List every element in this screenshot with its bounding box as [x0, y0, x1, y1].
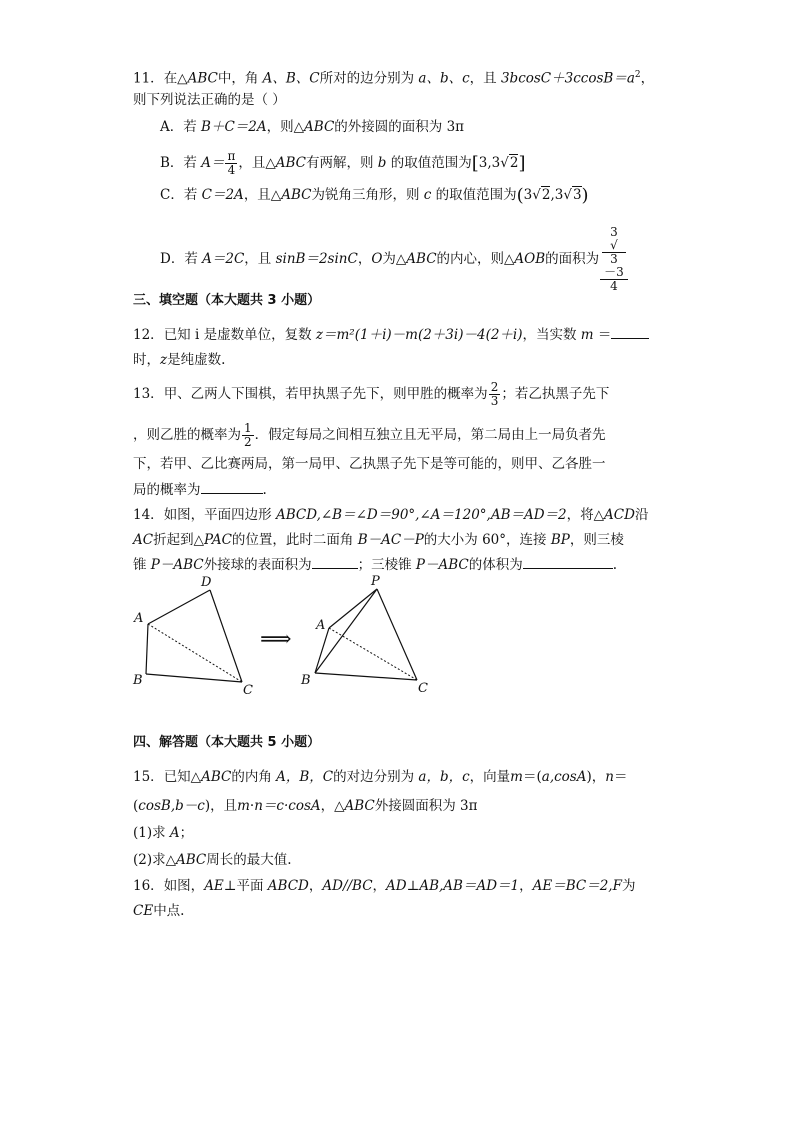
- fraction-num-tail: －3: [604, 265, 624, 279]
- q13-number: 13．: [133, 386, 164, 402]
- q14-line2: [133, 531, 624, 549]
- fraction-denominator: 4: [227, 163, 236, 177]
- q15-line1: [133, 768, 627, 786]
- q11-stem-line1: [133, 66, 654, 88]
- label-c: C: [418, 681, 428, 696]
- range-bracket: [: [471, 153, 479, 174]
- answer-blank[interactable]: [312, 556, 358, 569]
- q14-text: 如图，平面四边形: [163, 507, 272, 523]
- q14-var: BP: [546, 532, 570, 548]
- fraction-numerator: 2: [490, 380, 499, 394]
- answer-blank[interactable]: [201, 481, 263, 494]
- option-label: C．若: [160, 187, 198, 203]
- edge-pc: [377, 589, 417, 680]
- option-label: D．若: [160, 251, 198, 267]
- q16-number: 16．: [133, 878, 164, 894]
- sqrt-radicand: 3: [572, 187, 582, 203]
- q11-text: 在△: [163, 70, 188, 87]
- fraction-numerator: 3 √ 3 －3: [600, 226, 628, 280]
- q11-text: 所对的边分别为: [319, 70, 415, 87]
- q16-line1: [133, 877, 635, 895]
- q12-text: 已知 i 是虚数单位，复数: [163, 327, 312, 343]
- edge-cb: [146, 674, 242, 682]
- q15-triangle: ABC: [201, 769, 232, 785]
- sqrt-radicand: 3: [602, 252, 626, 266]
- q15-angles: A，B，C: [271, 769, 334, 785]
- range-bracket: ]: [518, 153, 526, 174]
- fraction-area: [600, 226, 628, 293]
- range-value: ,3: [550, 187, 564, 203]
- q15-text: ，△: [320, 798, 345, 814]
- q15-text: )，: [586, 769, 606, 785]
- option-text: ，: [357, 251, 372, 267]
- diagonal-ac: [148, 624, 242, 682]
- q15-triangle: ABC: [344, 798, 375, 814]
- q14-formula: B－AC－P: [353, 532, 424, 548]
- q14-formula: P－ABC: [146, 557, 204, 573]
- sqrt-sign: √: [532, 187, 541, 203]
- sqrt-radicand: 2: [509, 155, 519, 171]
- q14-triangle: PAC: [203, 532, 232, 548]
- option-text: 的内心，则△: [436, 251, 515, 267]
- q16-text: 如图，: [163, 878, 205, 894]
- option-var: b: [373, 155, 391, 171]
- label-b: B: [133, 673, 143, 688]
- range-bracket: (: [516, 185, 524, 206]
- option-var: O: [371, 251, 383, 267]
- option-triangle: AOB: [514, 251, 546, 267]
- q16-formula: AD//BC: [322, 878, 373, 894]
- option-text: 的外接圆的面积为 3π: [334, 119, 465, 135]
- q16-text: ⊥平面: [223, 878, 264, 894]
- q11-option-b: [160, 150, 525, 177]
- q13-line3: 下，若甲、乙比赛两局，第一局甲、乙执黑子先下是等可能的，则甲、乙各胜一: [133, 456, 606, 472]
- q15-text: ，向量: [469, 769, 511, 785]
- edge-ba: [315, 628, 329, 673]
- q12-line2: [133, 351, 225, 369]
- range-value: 3,3: [478, 155, 501, 171]
- fraction-1-2: [242, 422, 254, 449]
- figure-right-tetrahedron: [300, 574, 428, 696]
- q12-var: m: [576, 327, 598, 343]
- option-text: ，且△: [238, 155, 276, 171]
- fraction-num-coef: 3: [610, 225, 618, 239]
- label-d: D: [201, 575, 212, 590]
- edge-ba: [146, 624, 148, 674]
- q14-formula: P－ABC: [411, 557, 469, 573]
- q12-text: ＝: [597, 327, 612, 343]
- q16-formula: AD⊥AB,AB＝AD＝1: [386, 878, 520, 894]
- q15-triangle: ABC: [176, 852, 207, 868]
- q12-formula: z＝m²(1＋i)－m(2＋3i)－4(2＋i): [311, 327, 523, 343]
- q16-text: ，: [308, 878, 323, 894]
- q12-text: 时，: [133, 352, 160, 368]
- option-condition: B＋C＝2A: [196, 119, 267, 135]
- section-4-title: 四、解答题（本大题共 5 小题）: [133, 735, 321, 750]
- q14-text: ；三棱锥: [357, 557, 412, 573]
- arrow-icon: ⟹: [260, 627, 292, 652]
- option-triangle: ABC: [406, 251, 437, 267]
- q16-formula: ABCD: [263, 878, 309, 894]
- q11-angles: A、B、C: [258, 70, 320, 87]
- vector-n: n: [605, 769, 614, 785]
- q16-formula: AE: [204, 878, 224, 894]
- option-text: 的面积为: [545, 251, 600, 267]
- label-a: A: [316, 618, 326, 633]
- edge-ad: [148, 590, 210, 624]
- q16-text: 为: [621, 878, 636, 894]
- option-text: ，且: [244, 251, 272, 267]
- q11-text: ，: [640, 70, 655, 87]
- label-c: C: [243, 683, 253, 698]
- section-3-title: 三、填空题（本大题共 3 小题）: [133, 293, 321, 308]
- q14-text: 的体积为: [468, 557, 523, 573]
- fraction-pi-over-4: [225, 150, 237, 177]
- q12-line1: [133, 326, 649, 344]
- sqrt-sign: √: [563, 187, 572, 203]
- q15-sides: a，b，c: [414, 769, 470, 785]
- q13-line2: [133, 422, 606, 449]
- option-condition: sinB＝2sinC: [271, 251, 358, 267]
- q13-line1: [133, 381, 609, 408]
- q15-vector-m-components: a,cosA: [541, 769, 587, 785]
- q15-number: 15．: [133, 769, 164, 785]
- q12-var: z: [160, 352, 168, 368]
- q15-text: 外接圆面积为 3π: [374, 798, 478, 814]
- q15-text: 的内角: [231, 769, 272, 785]
- option-text: ，且△: [243, 187, 282, 203]
- option-text: 有两解，则: [306, 155, 374, 171]
- q15-text: 的对边分别为: [333, 769, 415, 785]
- q15-formula: ＝c·cosA: [262, 798, 321, 814]
- q15-text: (: [133, 798, 139, 814]
- q14-text: 沿: [634, 507, 649, 523]
- answer-blank[interactable]: [611, 326, 649, 339]
- q13-text: ．假定每局之间相互独立且无平局，第二局由上一局负者先: [254, 427, 606, 443]
- q11-option-a: [160, 118, 464, 136]
- q11-formula-exponent: 2: [634, 70, 641, 80]
- q15-part1: [133, 824, 193, 842]
- q15-text: (1)求: [133, 825, 166, 841]
- q14-text: ，则三棱: [569, 532, 624, 548]
- q11-text: ，且: [469, 70, 497, 87]
- q14-text: 的位置，此时二面角: [231, 532, 354, 548]
- label-a: A: [134, 611, 144, 626]
- q11-text: 中，角: [217, 70, 259, 87]
- q13-text: .: [262, 482, 267, 498]
- q16-text: ，: [519, 878, 533, 894]
- q12-number: 12．: [133, 327, 164, 343]
- answer-blank[interactable]: [523, 556, 613, 569]
- q15-vector-n-components: cosB,b－c: [138, 798, 205, 814]
- q15-part2: [133, 851, 292, 869]
- q14-text: 折起到△: [153, 532, 204, 548]
- q15-var: A: [165, 825, 180, 841]
- fraction-denominator: 3: [490, 394, 499, 408]
- q13-text: ，则乙胜的概率为: [133, 427, 241, 443]
- q14-text: 锥: [133, 557, 147, 573]
- q13-text: ；若乙执黑子先下: [501, 386, 610, 402]
- fraction-numerator: 1: [244, 421, 252, 435]
- q15-text: ＝(: [522, 769, 542, 785]
- q15-text: )，且: [204, 798, 238, 814]
- option-triangle: ABC: [281, 187, 312, 203]
- q14-line1: [133, 506, 648, 524]
- q15-text: ＝: [613, 769, 628, 785]
- q16-text: 中点.: [153, 903, 185, 919]
- sqrt-radicand: 2: [541, 187, 551, 203]
- q12-text: ，当实数: [522, 327, 577, 343]
- q14-text: 的大小为 60°，连接: [423, 532, 547, 548]
- q11-option-c: [160, 186, 589, 205]
- sqrt-sign: √: [500, 155, 509, 171]
- q14-text: .: [612, 557, 618, 573]
- q12-text: 是纯虚数.: [167, 352, 226, 368]
- option-var: c: [419, 187, 436, 203]
- label-b: B: [301, 673, 311, 688]
- q14-figure: [125, 572, 445, 702]
- fraction-denominator: 2: [244, 435, 252, 449]
- label-p: P: [371, 574, 380, 589]
- vector-n: n: [254, 798, 263, 814]
- option-condition: A＝2C: [197, 251, 245, 267]
- q15-text: 周长的最大值.: [206, 852, 292, 868]
- vector-m: m: [510, 769, 523, 785]
- q11-triangle: ABC: [187, 70, 218, 87]
- figure-left-quadrilateral: [132, 575, 253, 698]
- q14-triangle: ACD: [604, 507, 635, 523]
- dot-operator: ·: [249, 798, 255, 814]
- option-text: 为△: [382, 251, 407, 267]
- option-text: 的取值范围为: [435, 187, 517, 203]
- q14-formula: ABCD,∠B＝∠D＝90°,∠A＝120°,AB＝AD＝2: [271, 507, 567, 523]
- fraction-2-3: [489, 381, 501, 408]
- q11-number: 11．: [133, 70, 164, 87]
- q16-formula: AE＝BC＝2,F: [532, 878, 622, 894]
- edge-bc: [315, 673, 417, 680]
- q14-number: 14．: [133, 507, 164, 523]
- option-triangle: ABC: [304, 119, 335, 135]
- option-text: ，则△: [266, 119, 305, 135]
- q13-line4: [133, 481, 267, 499]
- option-text: 为锐角三角形，则: [311, 187, 420, 203]
- option-condition: C＝2A: [197, 187, 244, 203]
- option-triangle: ABC: [275, 155, 306, 171]
- q15-text: ；: [179, 825, 194, 841]
- q11-formula: 3bcosC＋3ccosB＝a: [496, 70, 635, 87]
- vector-m: m: [237, 798, 250, 814]
- option-text: 的取值范围为: [390, 155, 472, 171]
- range-bracket: ): [581, 185, 589, 206]
- q16-text: ，: [372, 878, 387, 894]
- q11-sides: a、b、c: [414, 70, 470, 87]
- option-label: B．若: [160, 155, 197, 171]
- q14-text: ，将△: [566, 507, 605, 523]
- q15-text: 已知△: [163, 769, 202, 785]
- fraction-numerator: π: [227, 149, 236, 163]
- fraction-denominator: 4: [610, 279, 618, 293]
- range-value: 3: [523, 187, 533, 203]
- q11-stem-line2: 则下列说法正确的是（ ）: [133, 92, 286, 108]
- option-var: A＝: [196, 155, 225, 171]
- q11-option-d: [160, 226, 629, 293]
- q13-text: 甲、乙两人下围棋，若甲执黑子先下，则甲胜的概率为: [163, 386, 488, 402]
- q14-var: AC: [133, 532, 154, 548]
- option-label: A．若: [160, 119, 197, 135]
- q13-text: 局的概率为: [133, 482, 201, 498]
- q14-text: 外接球的表面积为: [203, 557, 312, 573]
- q15-line2: [133, 797, 478, 815]
- q16-formula: CE: [133, 903, 154, 919]
- q16-line2: [133, 902, 184, 920]
- q15-text: (2)求△: [133, 852, 177, 868]
- edge-dc: [210, 590, 242, 682]
